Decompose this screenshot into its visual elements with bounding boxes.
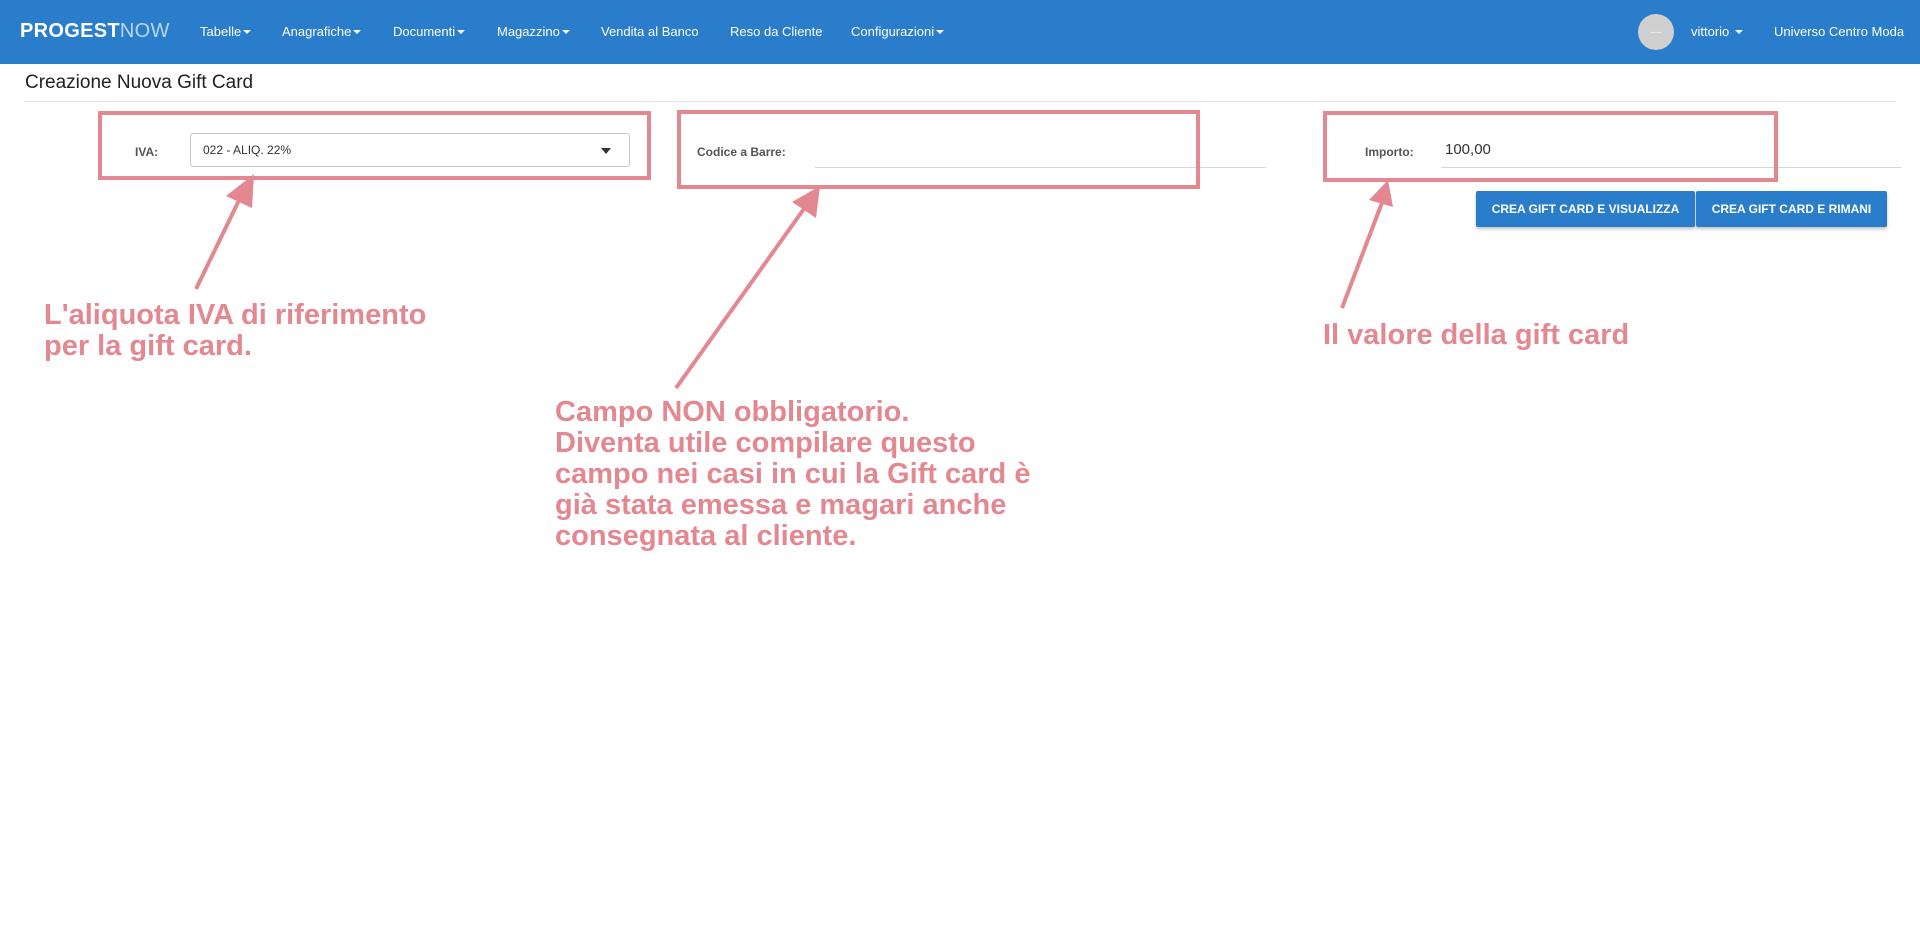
create-gift-card-and-stay-button[interactable]: CREA GIFT CARD E RIMANI: [1696, 191, 1887, 227]
nav-item-label: Anagrafiche: [282, 24, 352, 39]
iva-label: IVA:: [135, 145, 159, 159]
brand-logo-bold: PROGEST: [20, 20, 120, 42]
brand-logo-light: NOW: [119, 20, 170, 42]
amount-label: Importo:: [1365, 145, 1414, 159]
nav-item-label: Magazzino: [497, 24, 560, 39]
barcode-label: Codice a Barre:: [697, 145, 786, 159]
nav-item-label: Configurazioni: [851, 24, 935, 39]
create-gift-card-and-view-button[interactable]: CREA GIFT CARD E VISUALIZZA: [1476, 191, 1695, 227]
user-avatar[interactable]: ----: [1638, 14, 1674, 50]
amount-arrowhead: [1369, 180, 1393, 207]
iva-arrow: [196, 190, 244, 289]
page-title: Creazione Nuova Gift Card: [25, 72, 254, 93]
nav-item-label: Tabelle: [200, 24, 242, 39]
annotation-line: Diventa utile compilare questo: [555, 427, 976, 459]
amount-annotation: [1323, 320, 1629, 351]
iva-annotation: [44, 300, 426, 362]
amount-arrow: [1342, 200, 1383, 308]
company-name[interactable]: Universo Centro Moda: [1774, 24, 1905, 39]
user-name: vittorio: [1691, 24, 1730, 39]
nav-item-label: Vendita al Banco: [601, 24, 699, 39]
annotation-line: per la gift card.: [44, 330, 252, 362]
barcode-arrow: [676, 206, 806, 388]
iva-selected-value: 022 - ALIQ. 22%: [203, 143, 292, 157]
annotation-line: L'aliquota IVA di riferimento: [44, 299, 427, 331]
barcode-annotation: [555, 397, 1030, 552]
nav-item-label: Documenti: [393, 24, 456, 39]
annotation-line: Il valore della gift card: [1323, 319, 1630, 351]
nav-item-label: Reso da Cliente: [730, 24, 823, 39]
barcode-arrowhead: [792, 186, 820, 218]
iva-arrowhead: [226, 174, 254, 208]
annotation-line: campo nei casi in cui la Gift card è: [555, 458, 1031, 490]
annotation-line: consegnata al cliente.: [555, 520, 857, 552]
annotation-line: Campo NON obbligatorio.: [555, 396, 910, 428]
annotation-line: già stata emessa e magari anche: [555, 489, 1007, 521]
